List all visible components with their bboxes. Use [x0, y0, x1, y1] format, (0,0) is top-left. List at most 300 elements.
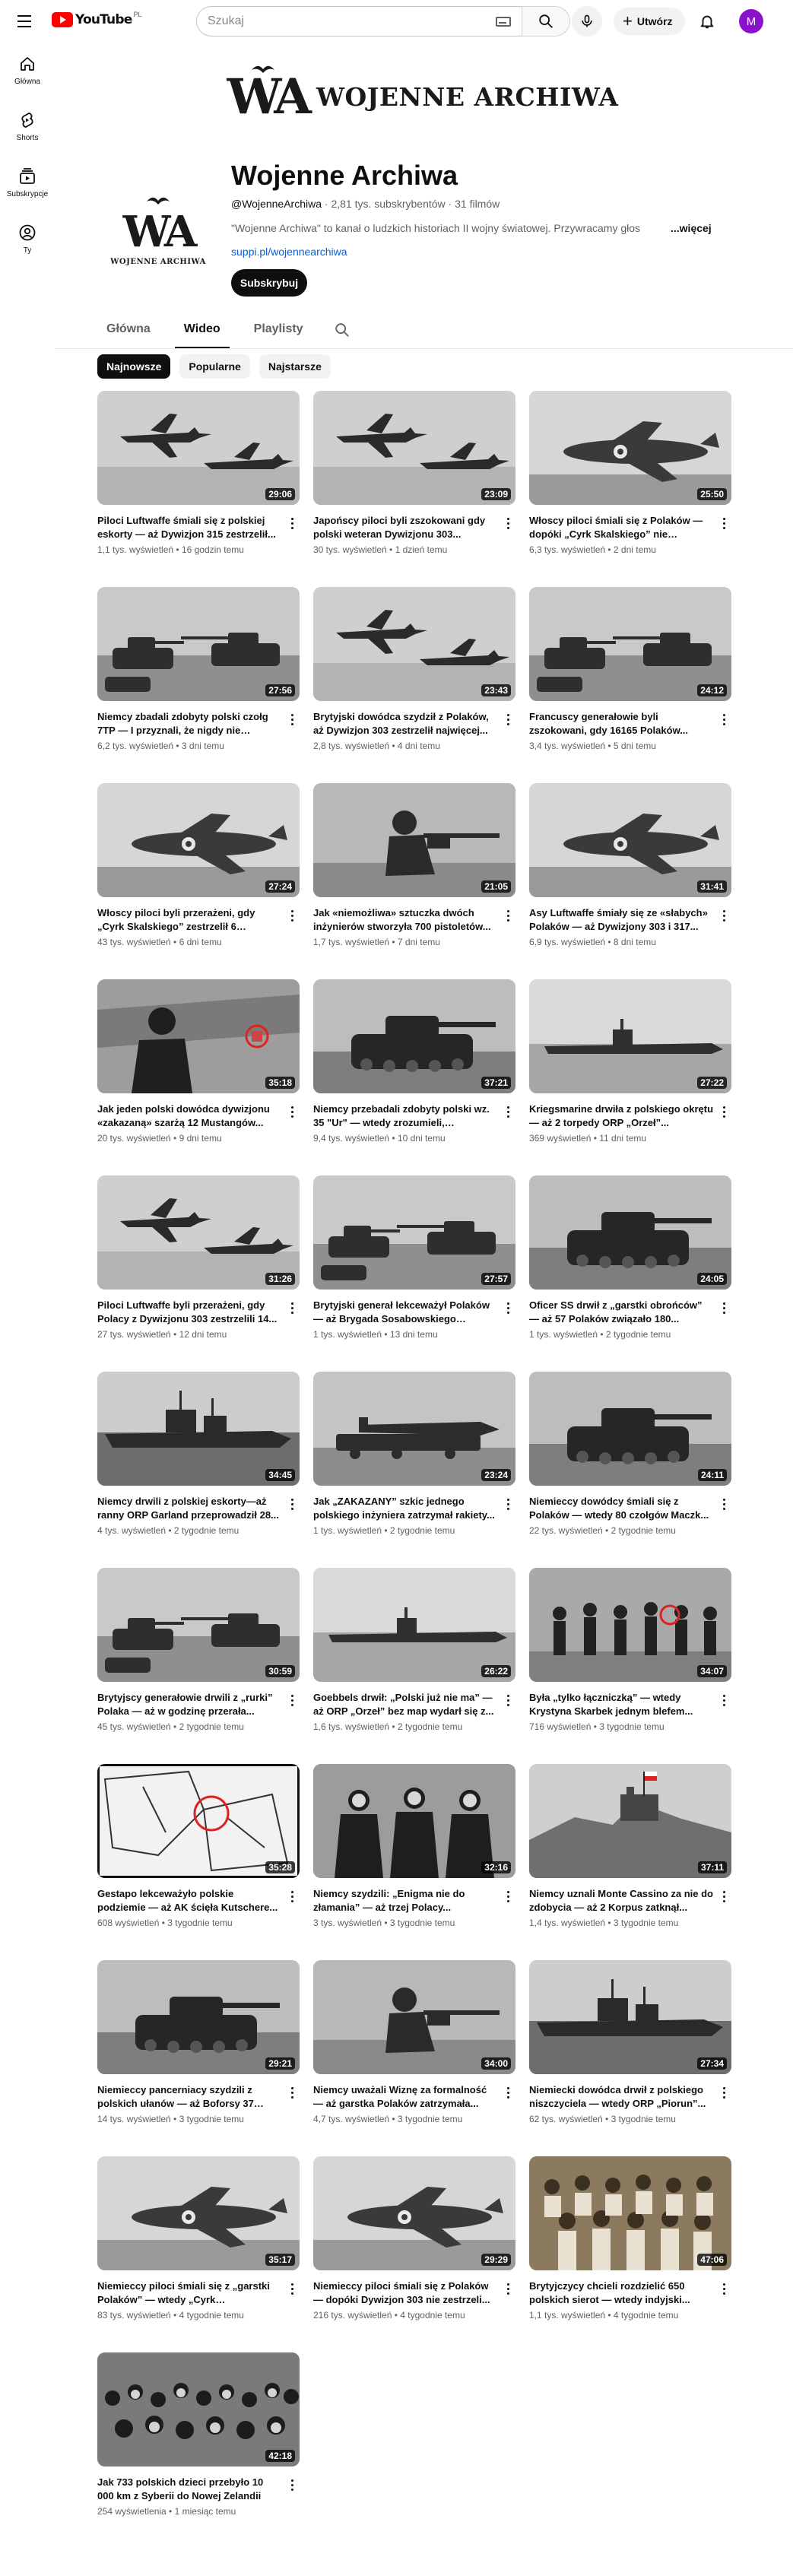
video-thumbnail[interactable] [97, 1372, 300, 1486]
video-thumbnail[interactable] [313, 391, 515, 505]
video-card[interactable] [313, 391, 515, 587]
video-title[interactable]: Jak „ZAKAZANY” szkic jednego polskiego inżyniera zatrzymał rakiety... [313, 1496, 495, 1521]
video-card[interactable] [97, 391, 300, 587]
meta-separator: · [324, 198, 331, 210]
bell-icon [699, 13, 715, 30]
video-info [97, 2270, 300, 2321]
meta-separator: • [170, 2310, 179, 2321]
video-card[interactable] [529, 783, 731, 979]
video-views: 83 tys. wyświetleń [97, 2310, 171, 2321]
video-info [529, 701, 731, 751]
video-thumbnail[interactable] [313, 1960, 515, 2074]
video-meta [313, 937, 497, 947]
more-actions-icon[interactable] [286, 516, 298, 531]
video-card[interactable] [529, 1372, 731, 1568]
video-age: 2 tygodnie temu [173, 1525, 239, 1536]
video-views: 1,1 tys. wyświetleń [97, 544, 174, 555]
create-label: Utwórz [636, 15, 673, 27]
video-info [97, 897, 300, 947]
video-thumbnail[interactable] [97, 1568, 300, 1682]
video-info [529, 1093, 731, 1144]
video-title[interactable]: Brytyjscy generałowie drwili z „rurki” Polaka — aż w godzinę przerała... [97, 1692, 273, 1717]
video-title[interactable]: Brytyjski dowódca szydził z Polaków, aż Dywizjon 303 zestrzelił najwięcej... [313, 711, 489, 736]
video-meta [97, 1525, 281, 1536]
video-title[interactable]: Niemcy przebadali zdobyty polski wz. 35 "Ur" — wtedy zrozumieli, [313, 1103, 490, 1128]
video-thumbnail[interactable] [529, 1764, 731, 1878]
channel-link[interactable]: suppi.pl/wojennearchiwa [231, 246, 347, 258]
video-thumbnail[interactable] [97, 2156, 300, 2270]
video-card[interactable] [97, 1960, 300, 2156]
meta-separator: • [170, 2114, 179, 2124]
video-card[interactable] [97, 1764, 300, 1960]
meta-separator: • [173, 544, 182, 555]
video-info [97, 1682, 300, 1732]
video-meta [97, 2310, 281, 2321]
more-actions-icon[interactable] [286, 908, 298, 923]
video-meta [313, 2310, 497, 2321]
sort-chips [97, 354, 331, 379]
video-views: 1,4 tys. wyświetleń [529, 1918, 606, 1928]
video-age: 2 tygodnie temu [389, 1525, 455, 1536]
video-info [313, 701, 515, 751]
tab-playlists[interactable]: Playlisty [253, 322, 303, 335]
video-meta [313, 1133, 497, 1144]
youtube-play-icon [52, 12, 73, 27]
video-thumbnail[interactable] [313, 1175, 515, 1290]
more-actions-icon[interactable] [502, 2085, 514, 2100]
video-title[interactable]: Niemiecki dowódca drwił z polskiego niszczyciela — wtedy ORP „Piorun”... [529, 2084, 706, 2109]
video-title[interactable]: Goebbels drwił: „Polski już nie ma” — aż ORP „Orzeł” bez map wydarł się z... [313, 1692, 494, 1717]
you-icon [18, 224, 36, 242]
meta-separator: • [389, 2114, 398, 2124]
more-actions-icon[interactable] [718, 2281, 730, 2296]
video-title[interactable]: Kriegsmarine drwiła z polskiego okrętu — aż 2 torpedy ORP „Orzeł”... [529, 1103, 713, 1128]
video-card[interactable] [313, 1764, 515, 1960]
more-actions-icon[interactable] [286, 1692, 298, 1708]
meta-separator: • [389, 1721, 398, 1732]
video-title[interactable]: Asy Luftwaffe śmiały się ze «słabych» Polaków — aż Dywizjony 303 i 317... [529, 907, 708, 932]
video-meta [313, 544, 497, 555]
video-title[interactable]: Piloci Luftwaffe byli przerażeni, gdy Polacy z Dywizjonu 303 zestrzelili 14... [97, 1299, 278, 1324]
more-actions-icon[interactable] [502, 908, 514, 923]
video-thumbnail[interactable] [97, 1764, 300, 1878]
video-card[interactable] [529, 1764, 731, 1960]
video-title[interactable]: Jak «niemożliwa» sztuczka dwóch inżynierów stworzyła 700 pistoletów... [313, 907, 491, 932]
meta-separator: • [382, 1525, 390, 1536]
video-views: 14 tys. wyświetleń [97, 2114, 171, 2124]
more-actions-icon[interactable] [718, 1889, 730, 1904]
video-card[interactable] [529, 1175, 731, 1372]
more-actions-icon[interactable] [718, 1104, 730, 1119]
channel-banner [93, 43, 753, 151]
home-icon [18, 55, 36, 73]
video-duration: 24:12 [697, 684, 727, 696]
video-title[interactable]: Jak jeden polski dowódca dywizjonu «zakazaną» szarżą 12 Mustangów... [97, 1103, 270, 1128]
meta-separator: • [166, 1525, 174, 1536]
video-count: 31 filmów [455, 198, 500, 210]
banner-logo-letters: WA [227, 68, 307, 125]
video-title[interactable]: Niemcy szydzili: „Enigma nie do złamania” — aż trzej Polacy... [313, 1888, 465, 1913]
video-thumbnail[interactable] [529, 1175, 731, 1290]
meta-separator: • [170, 1329, 179, 1340]
account-avatar[interactable]: M [739, 9, 763, 33]
search-icon [538, 13, 554, 30]
video-meta [529, 1329, 713, 1340]
video-card[interactable] [529, 2156, 731, 2352]
video-card[interactable] [313, 1960, 515, 2156]
video-info [97, 2467, 300, 2517]
video-title[interactable]: Niemcy zbadali zdobyty polski czołg 7TP — I przyznali, że nigdy nie [97, 711, 268, 736]
video-title[interactable]: Niemcy drwili z polskiej eskorty—aż ranny ORP Garland przeprowadził 28... [97, 1496, 279, 1521]
banner-logo [227, 68, 307, 125]
video-views: 2,8 tys. wyświetleń [313, 741, 390, 751]
video-thumbnail[interactable] [313, 1568, 515, 1682]
video-age: 3 tygodnie temu [397, 2114, 463, 2124]
video-meta [313, 1329, 497, 1340]
meta-separator: • [591, 1133, 600, 1144]
notifications-button[interactable] [692, 6, 722, 36]
video-thumbnail[interactable] [313, 587, 515, 701]
logo-text: YouTube [75, 12, 132, 27]
more-actions-icon[interactable] [286, 2085, 298, 2100]
avatar-caption: WOJENNE ARCHIWA [110, 257, 206, 266]
video-card[interactable] [97, 783, 300, 979]
more-actions-icon[interactable] [718, 516, 730, 531]
video-card[interactable] [529, 391, 731, 587]
video-card[interactable] [313, 979, 515, 1175]
more-actions-icon[interactable] [286, 1496, 298, 1512]
more-actions-icon[interactable] [718, 1692, 730, 1708]
video-duration: 27:57 [481, 1273, 511, 1285]
meta-separator: • [392, 2310, 401, 2321]
video-age: 7 dni temu [397, 937, 440, 947]
meta-separator: · [448, 198, 455, 210]
video-thumbnail[interactable] [313, 1372, 515, 1486]
tab-home[interactable]: Główna [106, 322, 151, 335]
video-thumbnail[interactable] [529, 1960, 731, 2074]
video-card[interactable] [97, 2156, 300, 2352]
video-info [313, 1878, 515, 1928]
video-age: 1 miesiąc temu [174, 2506, 236, 2517]
video-age: 3 tygodnie temu [599, 1721, 665, 1732]
video-views: 9,4 tys. wyświetleń [313, 1133, 390, 1144]
meta-separator: • [591, 1721, 600, 1732]
video-age: 9 dni temu [179, 1133, 222, 1144]
video-thumbnail[interactable] [313, 783, 515, 897]
video-info [313, 2270, 515, 2321]
video-thumbnail[interactable] [97, 2352, 300, 2467]
video-title[interactable]: Francuscy generałowie byli zszokowani, gdy 16165 Polaków... [529, 711, 689, 736]
video-duration: 23:24 [481, 1469, 511, 1481]
meta-separator: • [605, 1918, 614, 1928]
subscribe-button[interactable]: Subskrybuj [231, 269, 307, 297]
mini-sidebar [0, 43, 55, 268]
video-views: 608 wyświetleń [97, 1918, 160, 1928]
video-age: 2 tygodnie temu [605, 1329, 671, 1340]
meta-separator: • [170, 937, 179, 947]
video-age: 2 dni temu [613, 544, 656, 555]
video-thumbnail[interactable] [529, 1568, 731, 1682]
video-views: 22 tys. wyświetleń [529, 1525, 603, 1536]
video-meta [97, 544, 281, 555]
video-title[interactable]: Niemcy uważali Wiznę za formalność — aż garstka Polaków zatrzymała... [313, 2084, 487, 2109]
video-meta [313, 1525, 497, 1536]
video-duration: 47:06 [697, 2254, 727, 2266]
sidebar-item-you[interactable] [3, 211, 52, 268]
meta-separator: • [382, 1329, 390, 1340]
video-title[interactable]: Niemieccy dowódcy śmiali się z Polaków — wtedy 80 czołgów Maczk... [529, 1496, 709, 1521]
top-bar [0, 0, 793, 43]
video-card[interactable] [313, 1568, 515, 1764]
video-meta [529, 2114, 713, 2124]
video-meta [97, 937, 281, 947]
video-age: 3 dni temu [181, 741, 224, 751]
video-duration: 37:11 [698, 1861, 727, 1873]
video-thumbnail[interactable] [97, 1960, 300, 2074]
more-actions-icon[interactable] [286, 1104, 298, 1119]
video-title[interactable]: Japońscy piloci byli zszokowani gdy polski weteran Dywizjonu 303... [313, 515, 486, 540]
video-age: 1 dzień temu [395, 544, 448, 555]
video-thumbnail[interactable] [529, 587, 731, 701]
more-actions-icon[interactable] [286, 1300, 298, 1315]
video-views: 62 tys. wyświetleń [529, 2114, 603, 2124]
video-duration: 24:05 [697, 1273, 727, 1285]
meta-separator: • [170, 1721, 179, 1732]
video-card[interactable] [313, 2156, 515, 2352]
video-card[interactable] [97, 2352, 300, 2549]
video-card[interactable] [529, 1568, 731, 1764]
video-title[interactable]: Brytyjczycy chcieli rozdzielić 650 polskich sierot — wtedy indyjski... [529, 2280, 690, 2305]
search-box [196, 6, 522, 36]
video-info [313, 1682, 515, 1732]
video-title[interactable]: Włoscy piloci śmiali się z Polaków — dopóki „Cyrk Skalskiego” nie [529, 515, 703, 540]
video-duration: 27:24 [265, 880, 295, 893]
video-views: 6,2 tys. wyświetleń [97, 741, 174, 751]
video-thumbnail[interactable] [313, 2156, 515, 2270]
more-actions-icon[interactable] [502, 712, 514, 727]
more-actions-icon[interactable] [502, 516, 514, 531]
avatar-letters: WA [122, 206, 194, 257]
meta-separator: • [605, 741, 614, 751]
video-thumbnail[interactable] [97, 587, 300, 701]
voice-search-button[interactable] [572, 6, 602, 36]
video-thumbnail[interactable] [313, 979, 515, 1093]
video-duration: 35:28 [265, 1861, 295, 1873]
video-views: 6,3 tys. wyświetleń [529, 544, 606, 555]
video-thumbnail[interactable] [97, 783, 300, 897]
video-thumbnail[interactable] [529, 391, 731, 505]
search-button[interactable] [522, 6, 570, 36]
video-title[interactable]: Oficer SS drwił z „garstki obrońców” — aż 57 Polaków związało 180... [529, 1299, 703, 1324]
description-more-link[interactable]: ...więcej [648, 222, 712, 234]
video-card[interactable] [97, 587, 300, 783]
logo-region: PL [133, 11, 142, 18]
video-info [97, 1093, 300, 1144]
channel-tabs [97, 312, 357, 348]
video-info [529, 1878, 731, 1928]
video-views: 4,7 tys. wyświetleń [313, 2114, 390, 2124]
video-card[interactable] [529, 979, 731, 1175]
video-card[interactable] [529, 587, 731, 783]
more-actions-icon[interactable] [502, 2281, 514, 2296]
video-thumbnail[interactable] [97, 1175, 300, 1290]
tabs-divider [55, 348, 793, 349]
video-title[interactable]: Niemieccy pancerniacy szydzili z polskich ułanów — aż Boforsy 37 [97, 2084, 254, 2109]
video-age: 6 dni temu [179, 937, 222, 947]
sidebar-item-subscriptions[interactable] [3, 155, 52, 211]
video-info [97, 1486, 300, 1536]
video-title[interactable]: Niemieccy piloci śmiali się z Polaków — dopóki Dywizjon 303 nie zestrzeli... [313, 2280, 490, 2305]
video-thumbnail[interactable] [529, 2156, 731, 2270]
video-duration: 35:17 [265, 2254, 295, 2266]
video-info [97, 1878, 300, 1928]
meta-separator: • [598, 1329, 606, 1340]
video-title[interactable]: Włoscy piloci byli przerażeni, gdy „Cyrk Skalskiego” zestrzelił 6 [97, 907, 255, 932]
more-actions-icon[interactable] [286, 1889, 298, 1904]
video-info [529, 1682, 731, 1732]
video-duration: 27:22 [697, 1077, 727, 1089]
video-card[interactable] [313, 587, 515, 783]
youtube-logo[interactable] [52, 12, 141, 27]
video-title[interactable]: Brytyjski generał lekceważył Polaków— aż Brygada Sosabowskiego [313, 1299, 490, 1324]
video-meta [529, 1525, 713, 1536]
video-info [313, 2074, 515, 2124]
video-views: 254 wyświetlenia [97, 2506, 167, 2517]
more-actions-icon[interactable] [502, 1889, 514, 1904]
video-age: 4 tygodnie temu [400, 2310, 465, 2321]
video-card[interactable] [313, 1372, 515, 1568]
more-actions-icon[interactable] [718, 908, 730, 923]
video-views: 1,1 tys. wyświetleń [529, 2310, 606, 2321]
video-info [97, 505, 300, 555]
more-actions-icon[interactable] [718, 1300, 730, 1315]
create-button[interactable] [614, 8, 685, 35]
video-age: 5 dni temu [613, 741, 656, 751]
video-meta [97, 1918, 281, 1928]
search-input[interactable] [208, 14, 496, 28]
video-info [529, 505, 731, 555]
video-duration: 29:21 [265, 2057, 295, 2070]
video-card[interactable] [97, 1568, 300, 1764]
more-actions-icon[interactable] [502, 1104, 514, 1119]
meta-separator: • [173, 741, 182, 751]
more-actions-icon[interactable] [286, 2477, 298, 2492]
video-views: 1,6 tys. wyświetleń [313, 1721, 390, 1732]
video-title[interactable]: Piloci Luftwaffe śmiali się z polskiej eskorty — aż Dywizjon 315 zestrzelił... [97, 515, 276, 540]
more-actions-icon[interactable] [502, 1300, 514, 1315]
video-title[interactable]: Niemieccy piloci śmiali się z „garstki Polaków” — wtedy „Cyrk [97, 2280, 270, 2305]
plus-icon: + [623, 11, 633, 30]
video-thumbnail[interactable] [313, 1764, 515, 1878]
video-card[interactable] [97, 979, 300, 1175]
video-views: 45 tys. wyświetleń [97, 1721, 171, 1732]
video-card[interactable] [97, 1175, 300, 1372]
sidebar-item-shorts[interactable] [3, 99, 52, 155]
meta-separator: • [605, 2310, 614, 2321]
more-actions-icon[interactable] [718, 2085, 730, 2100]
video-views: 1 tys. wyświetleń [313, 1329, 382, 1340]
video-duration: 24:11 [698, 1469, 727, 1481]
video-meta [313, 2114, 497, 2124]
video-card[interactable] [97, 1372, 300, 1568]
shorts-icon [18, 111, 36, 129]
more-actions-icon[interactable] [286, 2281, 298, 2296]
video-views: 20 tys. wyświetleń [97, 1133, 171, 1144]
video-duration: 34:45 [265, 1469, 295, 1481]
video-meta [97, 1133, 281, 1144]
video-views: 27 tys. wyświetleń [97, 1329, 171, 1340]
video-title[interactable]: Jak 733 polskich dzieci przebyło 10 000 km z Syberii do Nowej Zelandii [97, 2476, 264, 2501]
menu-icon[interactable] [15, 12, 33, 30]
video-meta [97, 1721, 281, 1732]
more-actions-icon[interactable] [718, 1496, 730, 1512]
more-actions-icon[interactable] [502, 1692, 514, 1708]
video-info [97, 2074, 300, 2124]
more-actions-icon[interactable] [502, 1496, 514, 1512]
video-thumbnail[interactable] [97, 979, 300, 1093]
video-age: 2 tygodnie temu [397, 1721, 463, 1732]
channel-meta [231, 198, 500, 210]
video-card[interactable] [313, 1175, 515, 1372]
video-title[interactable]: Gestapo lekceważyło polskie podziemie — aż AK ścięła Kutschere... [97, 1888, 278, 1913]
video-views: 43 tys. wyświetleń [97, 937, 171, 947]
meta-separator: • [159, 1918, 168, 1928]
more-actions-icon[interactable] [286, 712, 298, 727]
sidebar-item-label: Ty [23, 246, 32, 255]
video-meta [97, 1329, 281, 1340]
subscriptions-icon [18, 167, 36, 186]
video-thumbnail[interactable] [529, 1372, 731, 1486]
video-card[interactable] [313, 783, 515, 979]
tab-search-button[interactable] [328, 312, 357, 348]
video-thumbnail[interactable] [529, 979, 731, 1093]
video-title[interactable]: Niemcy uznali Monte Cassino za nie do zdobycia — aż 2 Korpus zatknął... [529, 1888, 713, 1913]
channel-description[interactable]: "Wojenne Archiwa" to kanał o ludzkich historiach II wojny światowej. Przywracamy głos [231, 222, 641, 234]
video-info [97, 1290, 300, 1340]
video-card[interactable] [529, 1960, 731, 2156]
sidebar-item-home[interactable] [3, 43, 52, 99]
chip-oldest[interactable]: Najstarsze [259, 354, 331, 379]
tab-videos[interactable]: Wideo [175, 312, 230, 348]
video-duration: 32:16 [481, 1861, 511, 1873]
video-duration: 21:05 [481, 880, 511, 893]
video-views: 1 tys. wyświetleń [529, 1329, 598, 1340]
video-duration: 34:00 [481, 2057, 511, 2070]
keyboard-icon[interactable] [496, 17, 511, 27]
video-info [313, 505, 515, 555]
chip-newest[interactable]: Najnowsze [97, 354, 170, 379]
video-info [529, 2074, 731, 2124]
video-duration: 23:43 [481, 684, 511, 696]
video-views: 716 wyświetleń [529, 1721, 592, 1732]
video-age: 12 dni temu [179, 1329, 227, 1340]
video-age: 4 tygodnie temu [179, 2310, 244, 2321]
video-info [529, 897, 731, 947]
more-actions-icon[interactable] [718, 712, 730, 727]
video-duration: 29:06 [265, 488, 295, 500]
video-meta [529, 937, 713, 947]
sidebar-item-label: Shorts [16, 134, 39, 142]
video-thumbnail[interactable] [529, 783, 731, 897]
video-title[interactable]: Była „tylko łączniczką” — wtedy Krystyna Skarbek jednym blefem... [529, 1692, 693, 1717]
video-thumbnail[interactable] [97, 391, 300, 505]
chip-popular[interactable]: Popularne [179, 354, 249, 379]
video-duration: 35:18 [265, 1077, 295, 1089]
video-views: 1 tys. wyświetleń [313, 1525, 382, 1536]
video-views: 3 tys. wyświetleń [313, 1918, 382, 1928]
video-meta [313, 1721, 497, 1732]
video-age: 2 tygodnie temu [179, 1721, 244, 1732]
